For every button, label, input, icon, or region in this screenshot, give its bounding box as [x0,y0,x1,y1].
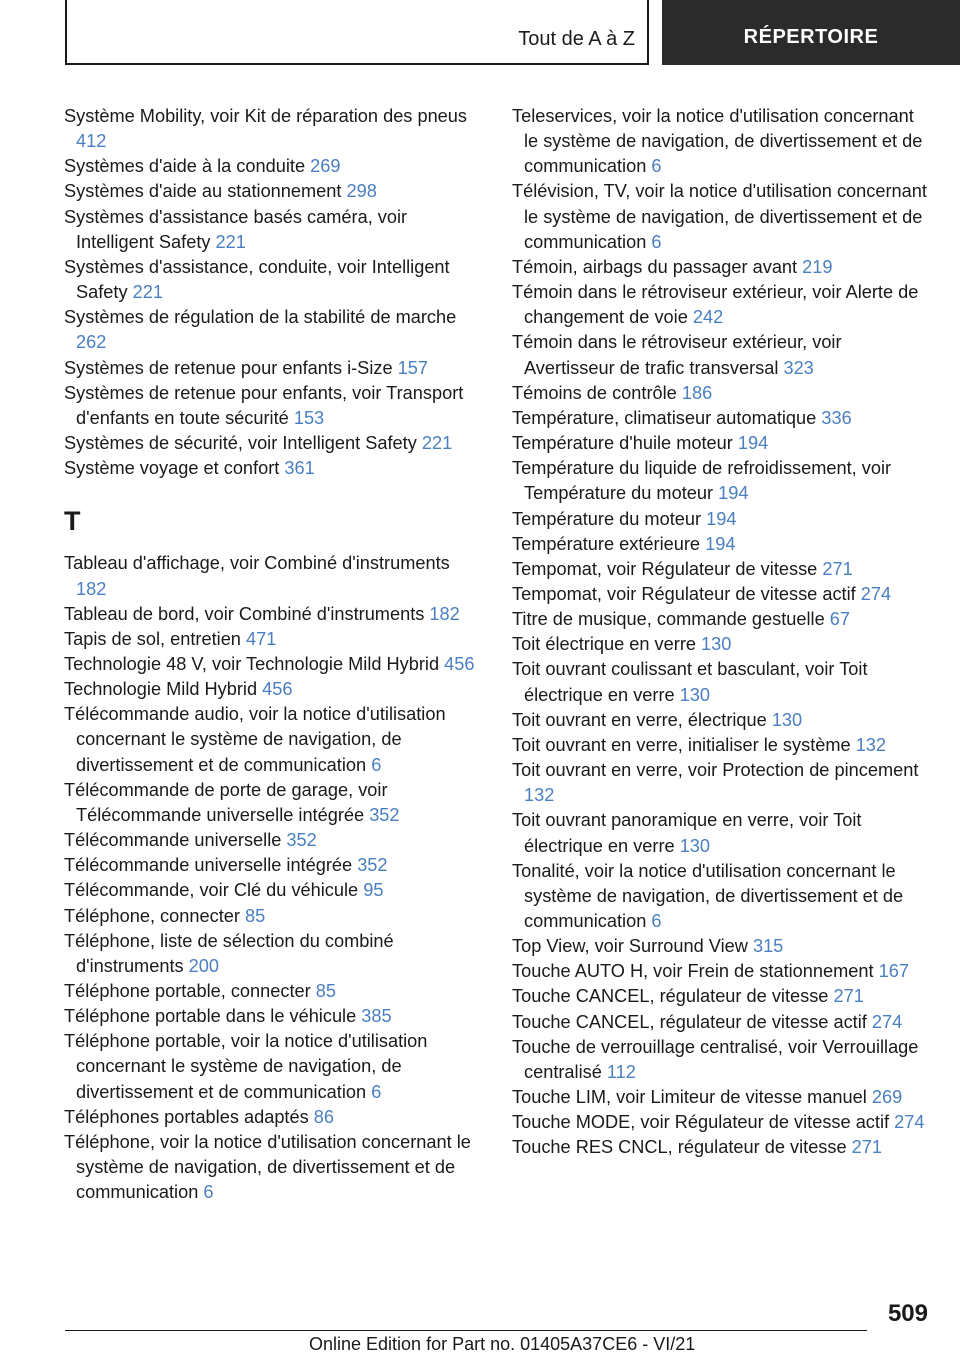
index-letter-heading: T [64,506,81,537]
page-reference-link[interactable]: 274 [860,583,892,604]
index-entry [512,456,932,506]
index-entry-text: Systèmes de régulation de la stabilité de marche [64,307,457,328]
index-entry-text: Systèmes de retenue pour enfants, voir Transport d'enfants en toute sécurité [64,382,464,428]
index-entry-text: Température d'huile moteur [512,433,738,454]
index-entry-text: Toit ouvrant en verre, initialiser le système [512,734,856,755]
page-reference-link[interactable]: 182 [76,578,107,599]
page-reference-link[interactable]: 336 [821,407,852,428]
index-entry [64,1105,484,1130]
index-entry-text: Systèmes de retenue pour enfants i-Size [64,357,398,378]
header-rule-bottom [65,63,647,65]
index-entry [64,1004,484,1029]
index-entry-text: Téléphone portable dans le véhicule [64,1006,362,1027]
index-entry [512,1135,932,1160]
page-reference-link[interactable]: 157 [397,357,428,378]
page-reference-link[interactable]: 130 [679,684,711,705]
index-entry-text: Touche CANCEL, régulateur de vitesse [512,986,834,1007]
page-reference-link[interactable]: 194 [705,533,736,554]
page-reference-link[interactable]: 323 [783,357,814,378]
page-reference-link[interactable]: 269 [871,1087,903,1108]
index-entry-text: Toit ouvrant coulissant et basculant, voir Toit électrique en verre [512,659,868,705]
index-entry-text: Température extérieure [512,533,706,554]
page-reference-link[interactable]: 200 [188,955,220,976]
index-entry-text: Toit ouvrant en verre, voir Protection de pincement [512,760,919,781]
index-entry-text: Témoin dans le rétroviseur extérieur, voir Avertisseur de trafic transversal [512,332,842,378]
index-entry-text: Systèmes d'assistance basés caméra, voir Intelligent Safety [64,206,408,252]
index-entry-text: Top View, voir Surround View [512,936,753,957]
index-entry [64,104,484,154]
page-reference-link[interactable]: 352 [286,830,317,851]
index-entry [64,828,484,853]
index-entry-text: Température du moteur [512,508,707,529]
index-entry [512,733,932,758]
index-entry [512,507,932,532]
page-reference-link[interactable]: 456 [444,653,475,674]
index-entry-text: Téléphone portable, connecter [64,981,316,1001]
index-entry [64,154,484,179]
index-entry [64,179,484,204]
index-entry-text: Tempomat, voir Régulateur de vitesse [512,558,823,579]
index-entry [64,305,484,355]
page-reference-link[interactable]: 6 [651,231,662,252]
index-entry [64,652,484,677]
index-entry [512,607,932,632]
index-entry-text: Télécommande audio, voir la notice d'utilisation concernant le système de navigation, de divertissement et de communication [64,704,446,775]
index-entry [512,657,932,707]
index-entry-text: Systèmes de sécurité, voir Intelligent Safety [64,433,422,454]
page-reference-link[interactable]: 6 [203,1182,214,1203]
page-reference-link[interactable]: 132 [524,785,555,806]
page-reference-link[interactable]: 6 [371,754,382,775]
page-reference-link[interactable]: 274 [871,1011,903,1032]
index-entry [64,702,484,777]
index-entry [64,356,484,381]
index-entry [512,280,932,330]
index-entry-text: Tableau d'affichage, voir Combiné d'instruments [64,553,450,574]
index-entry [512,1085,932,1110]
index-entry [512,532,932,557]
index-entry [512,104,932,179]
page-reference-link[interactable]: 385 [361,1006,392,1027]
index-entry-text: Touche MODE, voir Régulateur de vitesse actif [512,1112,895,1133]
index-entry [512,557,932,582]
page-reference-link[interactable]: 6 [651,156,662,177]
page-reference-link[interactable]: 361 [284,458,315,479]
index-entry-text: Touche AUTO H, voir Frein de stationnement [512,961,879,982]
page-reference-link[interactable]: 274 [894,1112,925,1133]
index-entry-text: Tapis de sol, entretien [64,628,246,649]
index-entry-text: Technologie 48 V, voir Technologie Mild Hybrid [64,653,445,674]
index-entry [64,255,484,305]
index-entry-text: Touche LIM, voir Limiteur de vitesse manuel [512,1087,872,1108]
index-entry [512,406,932,431]
index-entry-text: Téléphone, voir la notice d'utilisation concernant le système de navigation, de divertissement et de communication [64,1131,471,1203]
index-entry [64,1029,484,1104]
index-entry-text: Télécommande de porte de garage, voir Télécommande universelle intégrée [64,779,388,825]
index-entry [512,1035,932,1085]
index-entry-text: Touche CANCEL, régulateur de vitesse actif [512,1011,872,1032]
index-entry [64,929,484,979]
page-reference-link[interactable]: 153 [293,407,325,428]
index-entry [512,859,932,934]
page-reference-link[interactable]: 412 [76,131,107,152]
page-reference-link[interactable]: 86 [313,1106,334,1127]
header-rule-left [65,0,67,64]
page-reference-link[interactable]: 194 [706,508,737,529]
index-entry [512,984,932,1009]
index-entry-text: Téléphone, connecter [64,905,245,926]
index-entry [64,381,484,431]
page-reference-link[interactable]: 315 [752,936,784,957]
index-entry-text: Témoins de contrôle [512,382,682,403]
page-reference-link[interactable]: 130 [701,634,732,655]
index-entry-text: Toit ouvrant en verre, électrique [512,709,772,730]
page-reference-link[interactable]: 269 [310,156,341,177]
section-label: RÉPERTOIRE [743,26,879,48]
index-entry-text: Systèmes d'aide au stationnement [64,181,347,202]
index-entry-text: Télécommande universelle [64,830,287,851]
index-entry [512,582,932,607]
index-entry-text: Téléphone, liste de sélection du combiné d'instruments [64,930,394,976]
page-reference-link[interactable]: 471 [245,628,277,649]
page-reference-link[interactable]: 271 [833,986,864,1007]
index-entry-text: Télécommande, voir Clé du véhicule [64,880,364,901]
index-entry [64,456,484,481]
page-reference-link[interactable]: 186 [681,382,713,403]
page-reference-link[interactable]: 298 [346,181,377,202]
page-reference-link[interactable]: 130 [679,835,711,856]
page-reference-link[interactable]: 352 [357,855,388,876]
index-entry [64,602,484,627]
index-entry-text: Système voyage et confort [64,458,285,479]
page-reference-link[interactable]: 85 [245,905,266,926]
index-entry [64,551,484,601]
index-entry-text: Touche de verrouillage centralisé, voir Verrouillage centralisé [512,1036,919,1082]
index-entry [512,934,932,959]
index-entry-text: Témoin dans le rétroviseur extérieur, voir Alerte de changement de voie [512,282,919,328]
page-reference-link[interactable]: 132 [855,734,887,755]
index-entry [64,853,484,878]
page-reference-link[interactable]: 352 [369,804,400,825]
index-column-right [512,104,932,1161]
index-entry [512,431,932,456]
index-entry-text: Systèmes d'assistance, conduite, voir Intelligent Safety [64,256,450,303]
index-entry-text: Systèmes d'aide à la conduite [64,156,311,177]
index-entry-text: Tempomat, voir Régulateur de vitesse actif [512,583,861,604]
index-entry [512,330,932,380]
index-entry-text: Témoin, airbags du passager avant [512,256,803,277]
index-entry-text: Touche RES CNCL, régulateur de vitesse [512,1137,852,1158]
page-reference-link[interactable]: 95 [363,880,384,901]
page-reference-link[interactable]: 182 [429,603,460,624]
page-reference-link[interactable]: 6 [371,1081,382,1102]
index-entry-text: Tableau de bord, voir Combiné d'instruments [64,603,430,624]
index-entry [64,431,484,456]
index-entry [64,778,484,828]
index-entry-text: Technologie Mild Hybrid [64,679,263,700]
header-rule-divider [647,0,649,65]
page-reference-link[interactable]: 85 [315,981,336,1001]
index-entry-text: Toit ouvrant panoramique en verre, voir Toit électrique en verre [512,810,862,856]
index-entry [512,1010,932,1035]
index-entry [512,255,932,280]
footer-rule [65,1330,867,1331]
index-entry [512,1110,932,1135]
index-entry [64,205,484,255]
index-entry-text: Tonalité, voir la notice d'utilisation concernant le système de navigation, de divertissement et de communication [512,860,904,931]
page-reference-link[interactable]: 271 [851,1137,883,1158]
index-entry-text: Téléphones portables adaptés [64,1106,314,1127]
index-entry [512,808,932,858]
index-entry [512,758,932,808]
page-reference-link[interactable]: 67 [829,609,851,630]
page-reference-link[interactable]: 112 [606,1061,636,1082]
page-reference-link[interactable]: 219 [802,256,833,277]
index-entry [64,904,484,929]
index-entry-text: Téléphone portable, voir la notice d'utilisation concernant le système de navigation, de divertissement et de communication [64,1031,428,1102]
index-entry-text: Titre de musique, commande gestuelle [512,609,830,630]
index-entry-text: Température du liquide de refroidissement, voir Température du moteur [512,458,892,504]
index-entry-text: Toit électrique en verre [512,634,702,655]
index-entry [512,632,932,657]
index-entry-text: Télévision, TV, voir la notice d'utilisation concernant le système de navigation, de divertissement et de communication [512,181,927,252]
index-entry [512,179,932,254]
index-entry [512,381,932,406]
page-reference-link[interactable]: 194 [737,433,769,454]
index-entry [64,1130,484,1205]
index-entry [64,979,484,1004]
index-entry-text: Télécommande universelle intégrée [64,855,358,876]
index-entry [512,959,932,984]
header-section-tab[interactable] [662,0,960,65]
index-entry [64,677,484,702]
page-reference-link[interactable]: 221 [421,433,453,454]
page-reference-link[interactable]: 262 [76,332,107,353]
page-reference-link[interactable]: 271 [822,558,853,579]
page-number: 509 [887,1300,928,1327]
page-reference-link[interactable]: 456 [262,679,293,700]
index-entry [64,627,484,652]
footer-edition: Online Edition for Part no. 01405A37CE6 - VI/21 [309,1334,696,1354]
index-entry [512,708,932,733]
page-reference-link[interactable]: 221 [215,231,246,252]
page-reference-link[interactable]: 167 [878,961,909,982]
index-entry-text: Teleservices, voir la notice d'utilisation concernant le système de navigation, de divertissement et de communication [512,106,923,177]
page-reference-link[interactable]: 242 [692,307,724,328]
page-reference-link[interactable]: 130 [771,709,803,730]
index-entry [64,878,484,903]
page-reference-link[interactable]: 6 [651,911,662,931]
page-reference-link[interactable]: 221 [132,282,163,303]
index-entry-text: Système Mobility, voir Kit de réparation des pneus [64,106,468,126]
index-column-left [64,104,484,1205]
header-chapter-title: Tout de A à Z [518,28,635,50]
index-entry-text: Température, climatiseur automatique [512,407,822,428]
page-reference-link[interactable]: 194 [718,483,749,504]
